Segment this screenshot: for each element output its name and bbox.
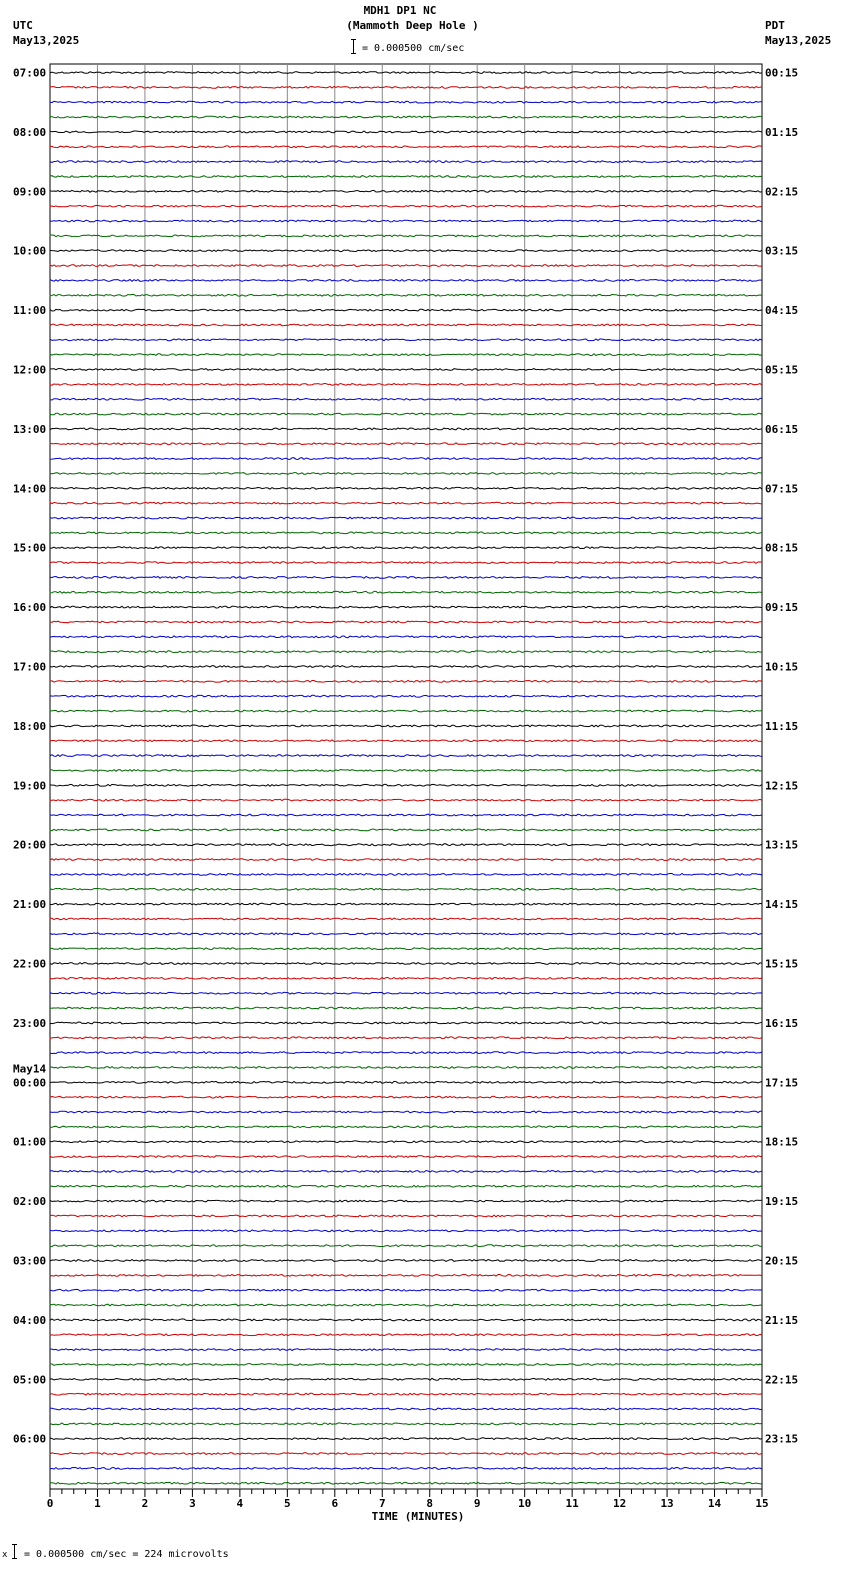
right-date: May13,2025: [765, 34, 832, 47]
utc-hour-label: 22:00: [13, 957, 47, 971]
trace-line: [50, 324, 762, 326]
trace-line: [50, 339, 762, 341]
utc-hour-label: 23:00: [13, 1016, 47, 1030]
trace-line: [50, 1304, 762, 1306]
trace-line: [50, 1171, 762, 1173]
trace-line: [50, 131, 762, 133]
trace-line: [50, 1200, 762, 1202]
trace-line: [50, 1230, 762, 1232]
trace-line: [50, 72, 762, 74]
pdt-hour-label: 01:15: [765, 125, 799, 139]
trace-line: [50, 888, 762, 890]
trace-line: [50, 458, 762, 460]
trace-line: [50, 250, 762, 252]
utc-hour-label: 10:00: [13, 244, 47, 258]
trace-line: [50, 547, 762, 549]
trace-line: [50, 710, 762, 712]
trace-line: [50, 1423, 762, 1425]
utc-hour-label: 03:00: [13, 1254, 47, 1268]
pdt-hour-label: 20:15: [765, 1254, 799, 1268]
pdt-hour-label: 17:15: [765, 1076, 799, 1090]
pdt-hour-label: 12:15: [765, 779, 799, 793]
trace-line: [50, 265, 762, 267]
x-tick-label: 9: [473, 1497, 481, 1510]
trace-line: [50, 814, 762, 816]
trace-line: [50, 502, 762, 504]
utc-hour-label: 05:00: [13, 1373, 47, 1387]
trace-line: [50, 963, 762, 965]
pdt-hour-label: 23:15: [765, 1432, 799, 1446]
trace-line: [50, 933, 762, 935]
trace-line: [50, 755, 762, 757]
pdt-hour-label: 10:15: [765, 660, 799, 674]
trace-line: [50, 591, 762, 593]
pdt-hour-label: 09:15: [765, 601, 799, 615]
pdt-hour-label: 13:15: [765, 838, 799, 852]
trace-line: [50, 1260, 762, 1262]
pdt-hour-label: 11:15: [765, 719, 799, 733]
x-tick-label: 15: [755, 1497, 769, 1510]
trace-line: [50, 309, 762, 311]
utc-hour-label: 19:00: [13, 779, 47, 793]
trace-line: [50, 1007, 762, 1009]
pdt-hour-label: 00:15: [765, 66, 799, 80]
x-tick-label: 7: [378, 1497, 386, 1510]
station-location: (Mammoth Deep Hole ): [346, 19, 479, 32]
x-tick-label: 12: [612, 1497, 627, 1510]
trace-line: [50, 992, 762, 994]
utc-hour-label: 14:00: [13, 482, 47, 496]
trace-line: [50, 205, 762, 207]
trace-line: [50, 799, 762, 801]
trace-line: [50, 636, 762, 638]
trace-line: [50, 1037, 762, 1039]
right-timezone: PDT: [765, 19, 785, 32]
trace-line: [50, 1245, 762, 1247]
x-axis-label: TIME (MINUTES): [371, 1510, 465, 1523]
utc-hour-label: 18:00: [13, 719, 47, 733]
trace-line: [50, 384, 762, 386]
pdt-hour-label: 05:15: [765, 363, 799, 377]
trace-line: [50, 1052, 762, 1054]
trace-line: [50, 87, 762, 89]
utc-hour-label: 02:00: [13, 1195, 47, 1209]
trace-line: [50, 844, 762, 846]
trace-line: [50, 220, 762, 222]
utc-hour-label: 07:00: [13, 66, 47, 80]
trace-line: [50, 666, 762, 668]
x-tick-label: 6: [331, 1497, 339, 1510]
pdt-hour-label: 04:15: [765, 304, 799, 318]
footer-scale-icon: [12, 1544, 17, 1559]
trace-line: [50, 1289, 762, 1291]
trace-line: [50, 948, 762, 950]
x-tick-label: 8: [426, 1497, 434, 1510]
pdt-hour-label: 03:15: [765, 244, 799, 258]
trace-line: [50, 1453, 762, 1455]
x-tick-label: 2: [141, 1497, 149, 1510]
trace-line: [50, 1334, 762, 1336]
trace-line: [50, 413, 762, 415]
trace-line: [50, 1067, 762, 1069]
x-tick-label: 0: [46, 1497, 54, 1510]
trace-line: [50, 1156, 762, 1158]
utc-hour-label: 09:00: [13, 185, 47, 199]
trace-line: [50, 1408, 762, 1410]
footer-marker: x: [2, 1550, 8, 1560]
utc-hour-label: 11:00: [13, 304, 47, 318]
trace-line: [50, 116, 762, 118]
trace-line: [50, 1096, 762, 1098]
utc-hour-label: 16:00: [13, 601, 47, 615]
trace-line: [50, 740, 762, 742]
pdt-hour-label: 15:15: [765, 957, 799, 971]
trace-line: [50, 280, 762, 282]
trace-line: [50, 1141, 762, 1143]
trace-line: [50, 784, 762, 786]
trace-line: [50, 606, 762, 608]
station-title: MDH1 DP1 NC: [363, 4, 437, 17]
trace-line: [50, 354, 762, 356]
pdt-hour-label: 22:15: [765, 1373, 799, 1387]
pdt-hour-label: 02:15: [765, 185, 799, 199]
x-tick-label: 10: [518, 1497, 532, 1510]
trace-line: [50, 1319, 762, 1321]
trace-line: [50, 428, 762, 430]
scale-label: = 0.000500 cm/sec: [362, 43, 465, 54]
trace-line: [50, 903, 762, 905]
trace-line: [50, 829, 762, 831]
trace-line: [50, 443, 762, 445]
day-change-label: May14: [13, 1062, 47, 1076]
trace-line: [50, 487, 762, 489]
pdt-hour-label: 18:15: [765, 1135, 799, 1149]
trace-line: [50, 1438, 762, 1440]
trace-line: [50, 517, 762, 519]
left-date: May13,2025: [13, 34, 80, 47]
pdt-hour-label: 14:15: [765, 898, 799, 912]
trace-line: [50, 770, 762, 772]
utc-hour-label: 04:00: [13, 1313, 47, 1327]
trace-line: [50, 1022, 762, 1024]
trace-line: [50, 577, 762, 579]
trace-line: [50, 1468, 762, 1470]
trace-line: [50, 1349, 762, 1351]
trace-line: [50, 1364, 762, 1366]
trace-line: [50, 1275, 762, 1277]
trace-line: [50, 1378, 762, 1380]
trace-line: [50, 621, 762, 623]
trace-line: [50, 978, 762, 980]
x-tick-label: 5: [284, 1497, 291, 1510]
left-timezone: UTC: [13, 19, 33, 32]
trace-line: [50, 235, 762, 237]
trace-line: [50, 294, 762, 296]
trace-line: [50, 1393, 762, 1395]
x-tick-label: 14: [707, 1497, 722, 1510]
trace-line: [50, 1126, 762, 1128]
trace-line: [50, 874, 762, 876]
x-tick-label: 1: [94, 1497, 101, 1510]
trace-line: [50, 562, 762, 564]
trace-line: [50, 473, 762, 475]
pdt-hour-label: 19:15: [765, 1195, 799, 1209]
trace-line: [50, 695, 762, 697]
pdt-hour-label: 16:15: [765, 1016, 799, 1030]
trace-line: [50, 532, 762, 534]
trace-line: [50, 1111, 762, 1113]
utc-hour-label: 17:00: [13, 660, 47, 674]
utc-hour-label: 15:00: [13, 541, 47, 555]
trace-line: [50, 651, 762, 653]
utc-hour-label: 06:00: [13, 1432, 47, 1446]
utc-hour-label: 01:00: [13, 1135, 47, 1149]
trace-line: [50, 101, 762, 103]
trace-line: [50, 1215, 762, 1217]
x-tick-label: 11: [565, 1497, 579, 1510]
trace-line: [50, 398, 762, 400]
utc-hour-label: 00:00: [13, 1076, 47, 1090]
x-tick-label: 3: [189, 1497, 196, 1510]
utc-hour-label: 13:00: [13, 422, 47, 436]
trace-line: [50, 176, 762, 178]
trace-line: [50, 918, 762, 920]
utc-hour-label: 08:00: [13, 125, 47, 139]
trace-line: [50, 161, 762, 163]
trace-line: [50, 1482, 762, 1484]
utc-hour-label: 20:00: [13, 838, 47, 852]
trace-line: [50, 1081, 762, 1083]
utc-hour-label: 12:00: [13, 363, 47, 377]
pdt-hour-label: 06:15: [765, 422, 799, 436]
trace-line: [50, 190, 762, 192]
trace-line: [50, 681, 762, 683]
x-tick-label: 4: [236, 1497, 244, 1510]
trace-line: [50, 725, 762, 727]
pdt-hour-label: 08:15: [765, 541, 799, 555]
pdt-hour-label: 21:15: [765, 1313, 799, 1327]
pdt-hour-label: 07:15: [765, 482, 799, 496]
trace-line: [50, 146, 762, 148]
trace-layer: [50, 72, 762, 1485]
trace-line: [50, 1185, 762, 1187]
trace-line: [50, 369, 762, 371]
x-axis: [47, 1489, 769, 1523]
utc-hour-label: 21:00: [13, 898, 47, 912]
footer-scale-label: = 0.000500 cm/sec = 224 microvolts: [24, 1549, 229, 1560]
trace-line: [50, 859, 762, 861]
x-tick-label: 13: [660, 1497, 674, 1510]
